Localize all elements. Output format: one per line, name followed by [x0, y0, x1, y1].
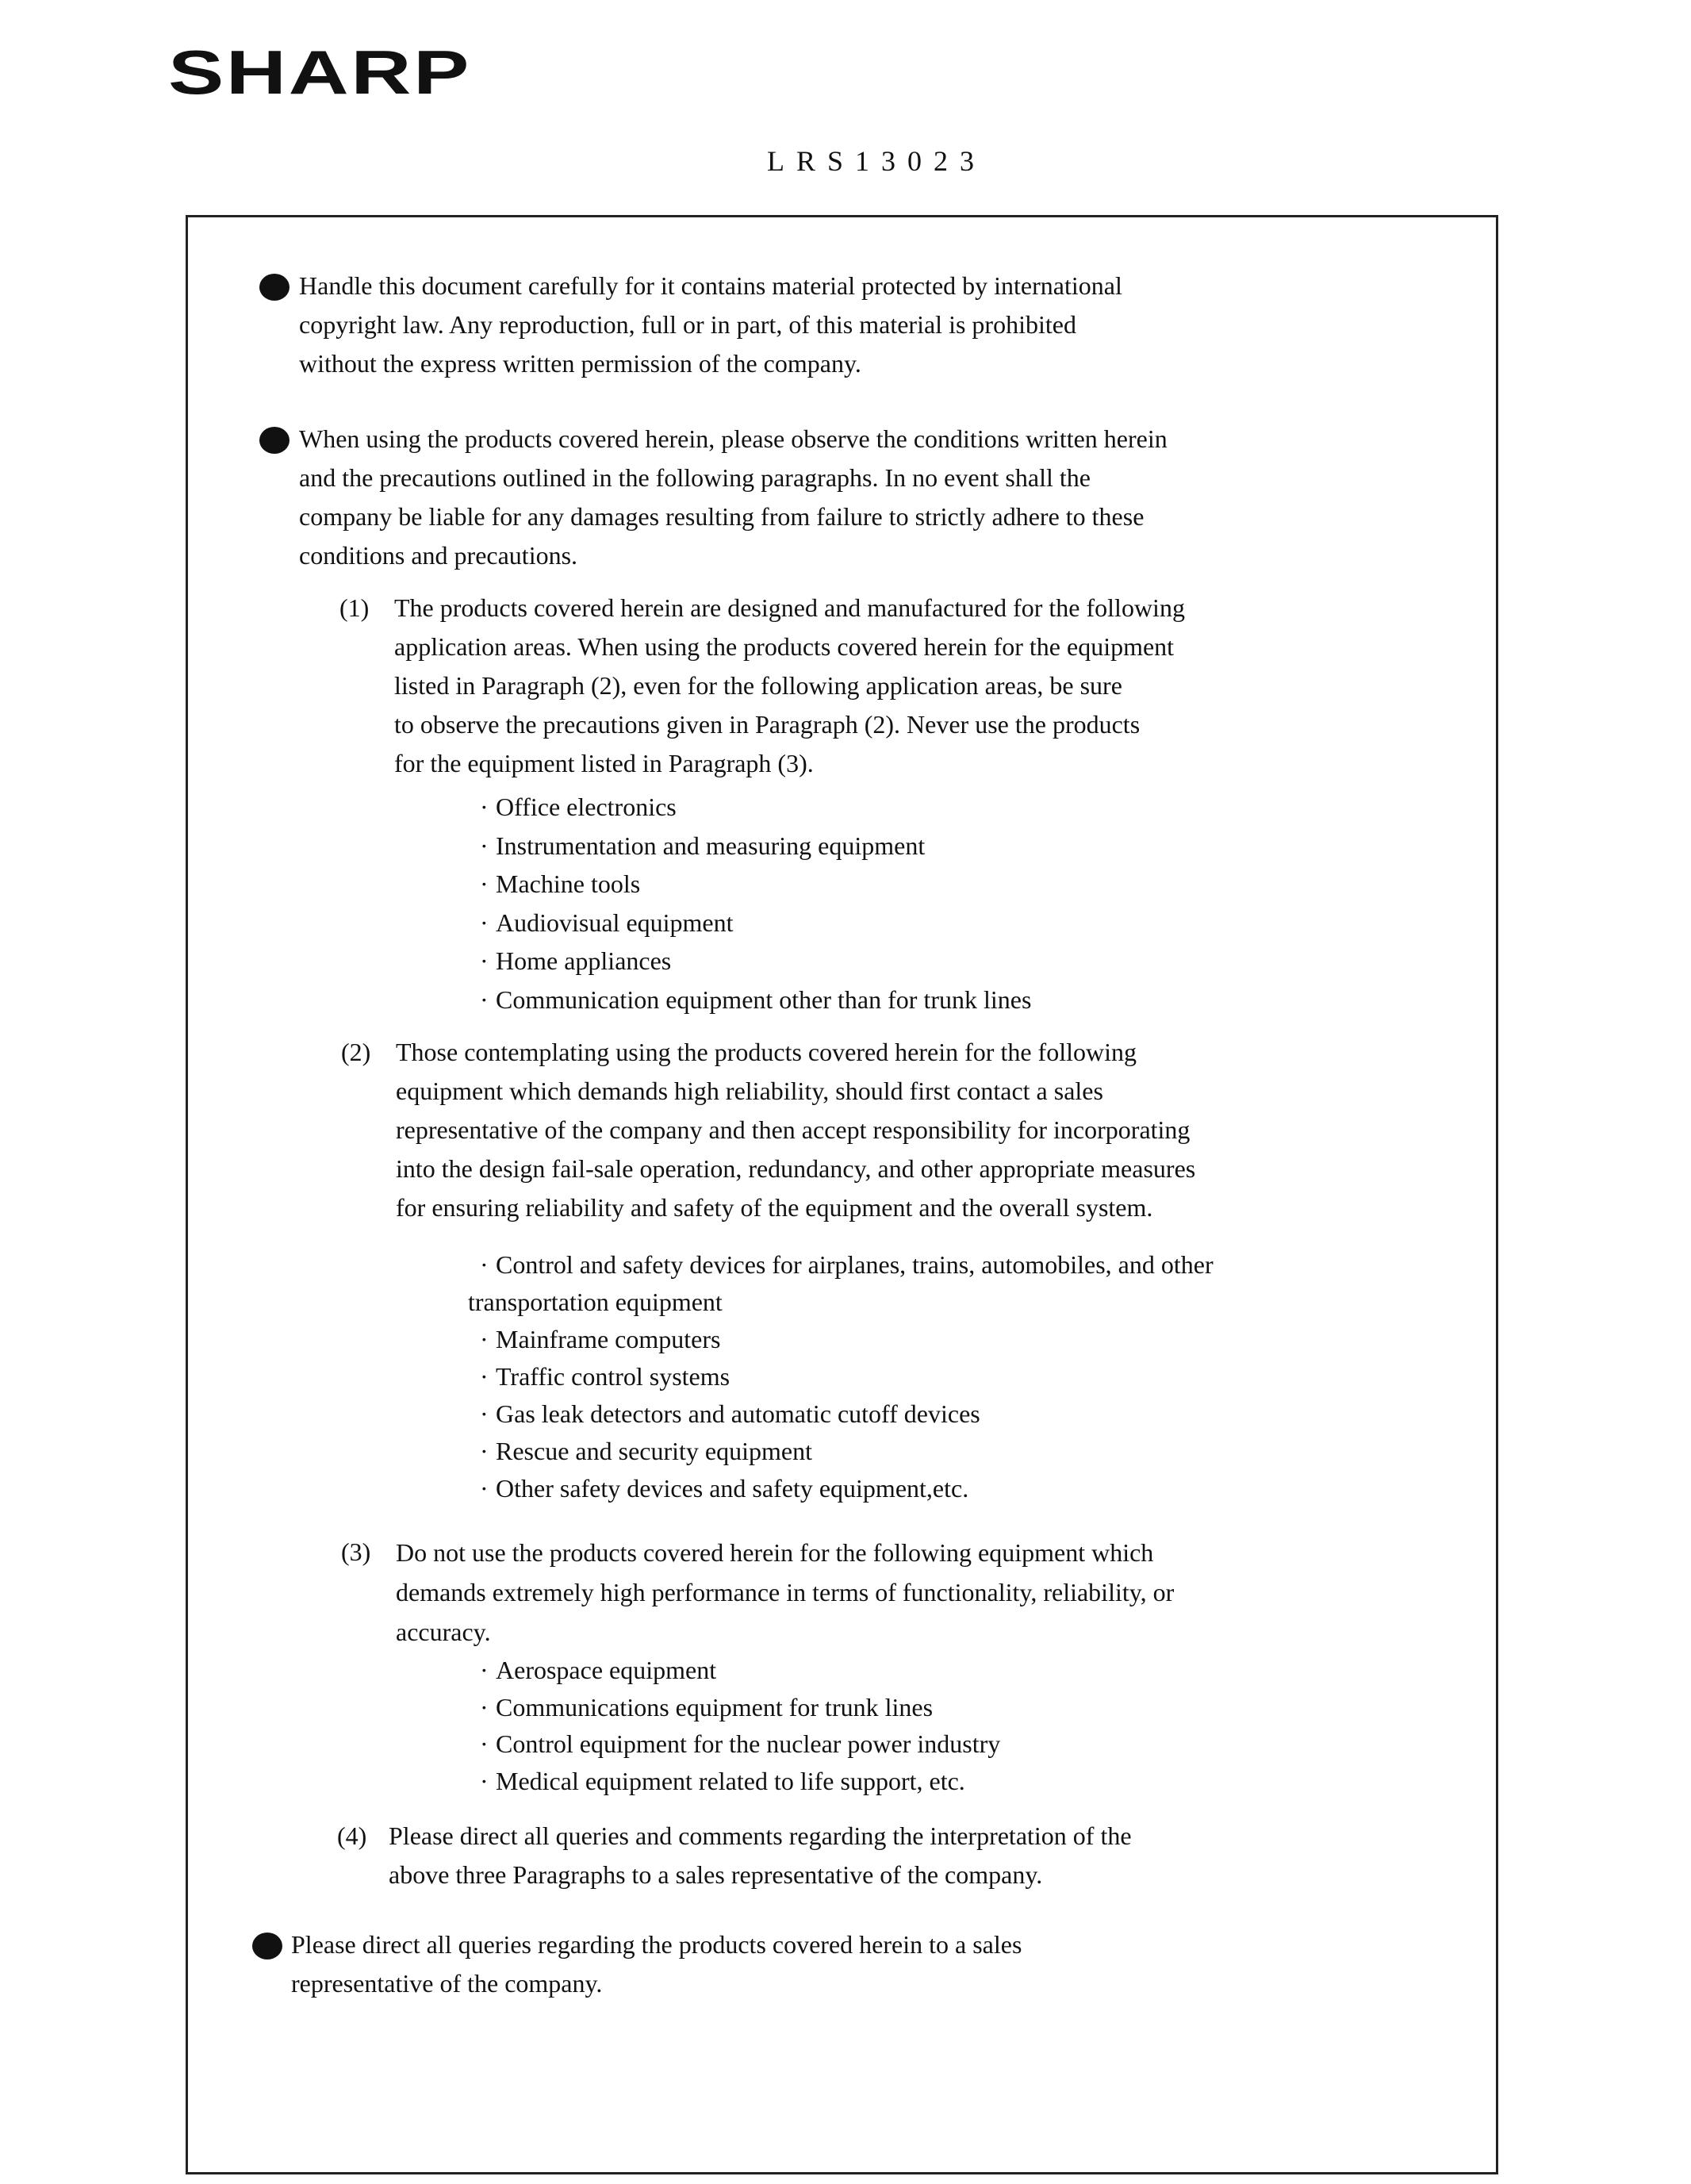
conditions-notice: [299, 420, 1168, 575]
list-item: · Home appliances: [480, 942, 1031, 981]
text-line: demands extremely high performance in terms of functionality, reliability, or: [396, 1578, 1175, 1606]
text-line: without the express written permission of the company.: [299, 349, 861, 378]
paragraph-number: (1): [339, 593, 370, 622]
list-item: · Control equipment for the nuclear power industry: [480, 1725, 1000, 1763]
paragraph-3: [396, 1533, 1174, 1652]
list-item: · Office electronics: [480, 788, 1031, 827]
text-line: equipment which demands high reliability, should first contact a sales: [396, 1077, 1103, 1105]
text-line: conditions and precautions.: [299, 541, 578, 570]
list-item: · Communication equipment other than for trunk lines: [480, 981, 1031, 1019]
text-line: for ensuring reliability and safety of the equipment and the overall system.: [396, 1193, 1153, 1222]
list-item: · Rescue and security equipment: [480, 1433, 1214, 1470]
sharp-logo: SHARP: [168, 37, 472, 107]
paragraph-number: (3): [341, 1537, 371, 1566]
paragraph-2: [396, 1033, 1195, 1227]
text-line: Those contemplating using the products covered herein for the following: [396, 1038, 1137, 1066]
prohibited-equipment-list: [480, 1652, 1000, 1799]
list-item: · Audiovisual equipment: [480, 904, 1031, 942]
list-item: · Instrumentation and measuring equipment: [480, 827, 1031, 866]
text-line: Handle this document carefully for it contains material protected by international: [299, 271, 1122, 300]
text-line: and the precautions outlined in the following paragraphs. In no event shall the: [299, 463, 1091, 492]
list-item: · Control and safety devices for airplanes, trains, automobiles, and other: [480, 1246, 1214, 1284]
application-areas-list: [480, 788, 1031, 1019]
text-line: application areas. When using the products covered herein for the equipment: [394, 632, 1175, 661]
list-item: · Machine tools: [480, 865, 1031, 904]
text-line: When using the products covered herein, please observe the conditions written herein: [299, 424, 1168, 453]
text-line: for the equipment listed in Paragraph (3).: [394, 749, 814, 777]
paragraph-4: [389, 1817, 1132, 1894]
copyright-notice: [299, 267, 1122, 383]
list-item: · Other safety devices and safety equipment,etc.: [480, 1470, 1214, 1507]
bullet-dot-icon: [259, 427, 290, 454]
list-item: · Communications equipment for trunk lines: [480, 1689, 1000, 1726]
text-line: above three Paragraphs to a sales representative of the company.: [389, 1860, 1043, 1889]
list-item-continuation: transportation equipment: [468, 1288, 723, 1316]
paragraph-number: (4): [337, 1821, 367, 1850]
bullet-dot-icon: [252, 1933, 282, 1959]
text-line: representative of the company.: [291, 1969, 603, 1998]
text-line: into the design fail-sale operation, redundancy, and other appropriate measures: [396, 1154, 1196, 1183]
paragraph-number: (2): [341, 1038, 371, 1066]
high-reliability-list: [468, 1246, 1214, 1507]
text-line: The products covered herein are designed and manufactured for the following: [394, 593, 1185, 622]
text-line: Do not use the products covered herein for the following equipment which: [396, 1538, 1154, 1567]
text-line: listed in Paragraph (2), even for the following application areas, be sure: [394, 671, 1122, 700]
list-item: · Aerospace equipment: [480, 1652, 1000, 1689]
list-item: · Traffic control systems: [480, 1358, 1214, 1395]
text-line: to observe the precautions given in Paragraph (2). Never use the products: [394, 710, 1141, 739]
text-line: accuracy.: [396, 1618, 491, 1646]
queries-notice: [291, 1925, 1022, 2003]
text-line: Please direct all queries and comments regarding the interpretation of the: [389, 1821, 1132, 1850]
list-item: · Mainframe computers: [480, 1321, 1214, 1358]
text-line: representative of the company and then accept responsibility for incorporating: [396, 1115, 1191, 1144]
list-item: · Medical equipment related to life support, etc.: [480, 1763, 1000, 1800]
text-line: Please direct all queries regarding the products covered herein to a sales: [291, 1930, 1022, 1959]
paragraph-1: [394, 589, 1185, 783]
text-line: company be liable for any damages resulting from failure to strictly adhere to these: [299, 502, 1145, 531]
text-line: copyright law. Any reproduction, full or in part, of this material is prohibited: [299, 310, 1076, 339]
bullet-dot-icon: [259, 274, 290, 301]
document-number: LRS13023: [767, 145, 987, 177]
list-item: · Gas leak detectors and automatic cutoff devices: [480, 1395, 1214, 1433]
